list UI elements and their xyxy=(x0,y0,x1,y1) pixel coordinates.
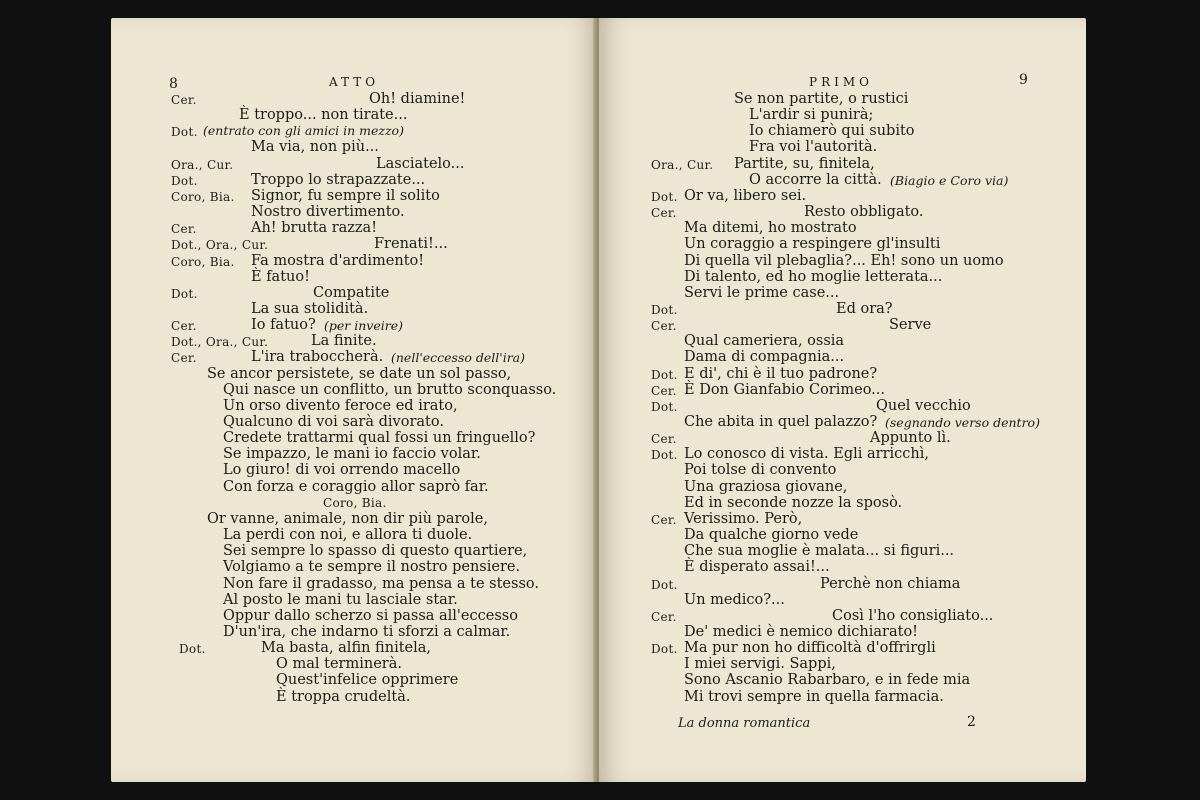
speaker-label: Cer. xyxy=(171,319,197,334)
verse-line: Appunto lì. xyxy=(870,430,951,447)
verse-line: O mal terminerà. xyxy=(276,656,402,673)
speaker-label: Ora., Cur. xyxy=(171,157,234,172)
verse-line: Un orso divento feroce ed irato, xyxy=(223,397,458,414)
running-head: ATTO xyxy=(329,75,380,89)
verse-line: Così l'ho consigliato... xyxy=(832,607,994,624)
verse-line: Nostro divertimento. xyxy=(251,204,405,221)
verse-line: Fa mostra d'ardimento! xyxy=(251,252,425,269)
verse-line: L'ira traboccherà. xyxy=(251,349,384,366)
verse-line: Resto obbligato. xyxy=(804,204,924,221)
verse-line: Lasciatelo... xyxy=(376,155,465,172)
verse-line: De' medici è nemico dichiarato! xyxy=(684,623,918,640)
verse-line: Se ancor persistete, se date un sol passo, xyxy=(207,365,512,382)
verse-line: Non fare il gradasso, ma pensa a te stesso. xyxy=(223,575,539,592)
verse-line: Or va, libero sei. xyxy=(684,187,807,204)
speaker-label: Dot. xyxy=(651,302,678,317)
speaker-label: Coro, Bia. xyxy=(171,254,235,269)
verse-line: È Don Gianfabio Corimeo... xyxy=(684,381,885,398)
verse-line: Volgiamo a te sempre il nostro pensiere. xyxy=(223,559,521,576)
verse-line: Ma basta, alfin finitela, xyxy=(261,640,432,657)
verse-line: Qualcuno di voi sarà divorato. xyxy=(223,414,444,430)
verse-line: Un coraggio a respingere gl'insulti xyxy=(684,236,941,253)
verse-line: Ma via, non più... xyxy=(251,139,379,156)
speaker-label: Dot. xyxy=(651,577,678,592)
verse-line: Oppur dallo scherzo si passa all'eccesso xyxy=(223,607,518,624)
verse-line: Al posto le mani tu lasciale star. xyxy=(223,591,458,608)
verse-line: Da qualche giorno vede xyxy=(684,527,859,544)
verse-line: Ed ora? xyxy=(836,300,893,317)
speaker-label: Cer. xyxy=(651,206,677,221)
verse-line: O accorre la città. xyxy=(749,171,882,188)
speaker-label: Dot. xyxy=(179,642,206,657)
stage-direction: (Biagio e Coro via) xyxy=(890,172,1009,188)
verse-line: È troppa crudeltà. xyxy=(276,688,411,705)
speaker-label: Dot. xyxy=(651,189,678,204)
verse-line: Io fatuo? xyxy=(251,317,316,334)
verse-line: Con forza e coraggio allor saprò far. xyxy=(223,478,489,495)
verse-line: Qui nasce un conflitto, un brutto sconquasso. xyxy=(223,381,557,398)
verse-line: Qual cameriera, ossia xyxy=(684,333,845,350)
speaker-label: Dot. xyxy=(651,367,678,382)
speaker-label: Cer. xyxy=(651,609,677,624)
verse-line: Una graziosa giovane, xyxy=(684,478,848,495)
verse-line: E di', chi è il tuo padrone? xyxy=(684,365,878,382)
right-page xyxy=(599,18,1086,782)
speaker-label: Cer. xyxy=(171,93,197,107)
verse-line: Ma pur non ho difficoltà d'offrirgli xyxy=(684,640,936,657)
verse-line: È disperato assai!... xyxy=(684,559,830,576)
verse-line: Sono Ascanio Rabarbaro, e in fede mia xyxy=(684,672,971,689)
verse-line: Or vanne, animale, non dir più parole, xyxy=(207,510,488,527)
verse-line: Signor, fu sempre il solito xyxy=(251,187,440,204)
verse-line: È troppo... non tirate... xyxy=(239,107,408,124)
verse-line: La finite. xyxy=(311,333,377,350)
speaker-label: Dot. xyxy=(651,399,678,414)
verse-line: Fra voi l'autorità. xyxy=(749,139,878,156)
stage-direction: (segnando verso dentro) xyxy=(885,415,1040,430)
page-number: 9 xyxy=(1019,72,1028,88)
speaker-label: Cer. xyxy=(171,222,197,237)
verse-line: Partite, su, finitela, xyxy=(734,155,875,172)
speaker-label: Dot. xyxy=(171,125,198,140)
speaker-label: Cer. xyxy=(651,383,677,398)
verse-line: Serve xyxy=(889,317,932,334)
speaker-label: Cer. xyxy=(651,512,677,527)
speaker-label: Dot., Ora., Cur. xyxy=(171,335,269,350)
verse-line: Io chiamerò qui subito xyxy=(749,123,915,140)
speaker-label: Dot. xyxy=(171,286,198,301)
speaker-label: Coro, Bia. xyxy=(171,189,235,204)
speaker-label: Cer. xyxy=(651,432,677,447)
verse-line: Sei sempre lo spasso di questo quartiere, xyxy=(223,543,528,560)
verse-line: Credete trattarmi qual fossi un fringuello? xyxy=(223,430,536,447)
page-number: 8 xyxy=(169,76,178,92)
running-head: PRIMO xyxy=(809,75,873,89)
verse-line: Compatite xyxy=(313,284,390,301)
verse-line: Servi le prime case... xyxy=(684,284,840,301)
speaker-label: Dot. xyxy=(651,448,678,463)
verse-line: Di talento, ed ho moglie letterata... xyxy=(684,268,943,285)
verse-line: Troppo lo strapazzate... xyxy=(251,171,426,188)
verse-line: La perdi con noi, e allora ti duole. xyxy=(223,527,473,544)
verse-line: Oh! diamine! xyxy=(369,91,466,107)
verse-line: Perchè non chiama xyxy=(820,575,961,592)
verse-line: I miei servigi. Sappi, xyxy=(684,656,836,673)
verse-line: Lo conosco di vista. Egli arricchì, xyxy=(684,446,929,463)
speaker-label: Dot. xyxy=(651,642,678,657)
verse-line: (entrato con gli amici in mezzo) xyxy=(203,123,404,139)
verse-line: Lo giuro! di voi orrendo macello xyxy=(223,462,461,479)
verse-line: Frenati!... xyxy=(374,236,448,253)
verse-line: Ma ditemi, ho mostrato xyxy=(684,220,857,237)
left-page xyxy=(111,18,597,782)
speaker-label: Cer. xyxy=(171,351,197,366)
verse-line: Quest'infelice opprimere xyxy=(276,672,459,689)
speaker-label: Ora., Cur. xyxy=(651,157,714,172)
verse-line: Ed in seconde nozze la sposò. xyxy=(684,494,903,511)
speaker-label: Cer. xyxy=(651,319,677,334)
verse-line: D'un'ira, che indarno ti sforzi a calmar. xyxy=(223,623,511,640)
verse-line: Coro, Bia. xyxy=(323,495,387,510)
verse-line: Di quella vil plebaglia?... Eh! sono un uomo xyxy=(684,252,1004,269)
verse-line: Che sua moglie è malata... si figuri... xyxy=(684,543,955,560)
speaker-label: Dot. xyxy=(171,173,198,188)
verse-line: Quel vecchio xyxy=(876,397,971,414)
verse-line: La sua stolidità. xyxy=(251,300,369,317)
verse-line: Verissimo. Però, xyxy=(684,510,803,527)
stage-direction: (per inveire) xyxy=(324,318,403,334)
verse-line: Poi tolse di convento xyxy=(684,462,837,479)
verse-line: Ah! brutta razza! xyxy=(251,220,378,237)
stage-direction: (nell'eccesso dell'ira) xyxy=(391,350,526,366)
verse-line: L'ardir si punirà; xyxy=(749,107,874,124)
verse-line: Un medico?... xyxy=(684,591,785,608)
verse-line: Mi trovi sempre in quella farmacia. xyxy=(684,688,944,705)
footer-title: La donna romantica xyxy=(678,716,811,731)
verse-line: Dama di compagnia... xyxy=(684,349,845,366)
speaker-label: Dot., Ora., Cur. xyxy=(171,238,269,253)
verse-line: Che abita in quel palazzo? xyxy=(684,414,878,430)
signature-mark: 2 xyxy=(967,714,976,730)
verse-line: È fatuo! xyxy=(251,268,310,285)
verse-line: Se non partite, o rustici xyxy=(734,91,909,107)
verse-line: Se impazzo, le mani io faccio volar. xyxy=(223,446,481,463)
